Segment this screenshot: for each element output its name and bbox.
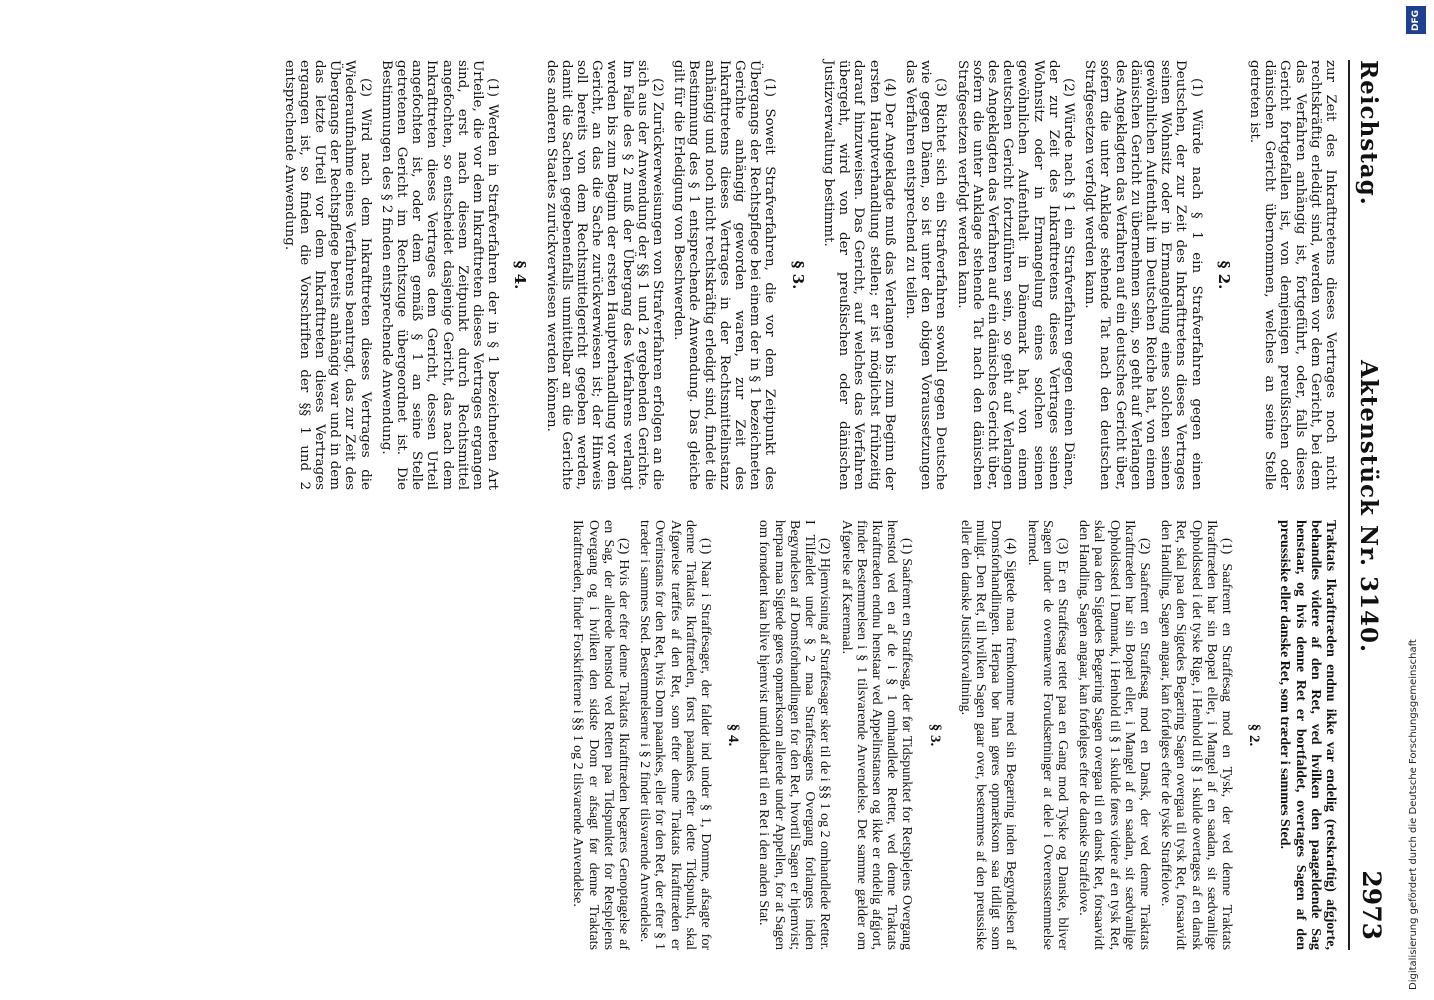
german-section-4-heading: § 4. (511, 260, 530, 290)
german-s2-p3: (3) Richtet sich ein Strafverfahren sowohl gegen Deutsche wie gegen Dänen, so ist unter den obigen Voraussetzungen das Verfahren entsprechend zu teilen. (902, 60, 949, 490)
german-intro: zur Zeit des Inkrafttretens dieses Vertrages noch nicht rechtskräftig erledigt sind, werden vor dem Gericht, bei dem das Verfahren anhängig ist, fortgeführt, oder, falls dieses Gericht fortgefallen ist, von demjenigen preußischen oder dänischen Gericht übernommen, welches an seine Stelle getreten ist. (1246, 60, 1338, 490)
danish-s2-p3: (3) Er en Straffesag rettet paa en Gang mod Tyske og Danske, bliver Sagen under de ovennævnte Forudsætninger at dele i Overensstemmelse hermed. (1024, 520, 1070, 950)
german-s3-p1: (1) Soweit Strafverfahren, die vor dem Zeitpunkt des Übergangs der Rechtspflege bei einem der in § 1 bezeichneten Gerichte anhängig geworden waren, zur Zeit des Inkrafttretens dieses Vertrages in der Rechtsmittelinstanz anhängig und noch nicht rechtskräftig erledigt sind, findet die Bestimmung des § 1 entsprechende Anwendung. Das gleiche gilt für die Erledigung von Beschwerden. (671, 60, 778, 490)
german-s4-p1: (1) Werden in Strafverfahren der in § 1 bezeichneten Art Urteile, die vor dem Inkrafttreten dieses Vertrages ergangen sind, erst nach diesem Zeitpunkt durch Rechtsmittel angefochten, so entscheidet dasjenige Gericht, das nach dem Inkrafttreten dieses Vertrages dem Gericht, dessen Urteil angefochten ist, oder dem gemäß § 1 an seine Stelle getretenen Gericht im Rechtszuge übergeordnet ist. Die Bestimmungen des § 2 finden entsprechende Anwendung. (378, 60, 501, 490)
german-section-2-heading: § 2. (1214, 260, 1233, 290)
danish-column (38, 520, 1338, 950)
danish-s4-p1: (1) Naar i Straffesager, der falder ind under § 1, Domme, afsagte for denne Traktats Ikrafttræden, først paaankes efter dette Tidspunkt, skal Afgørelse træffes af den Ret, som efter denne Traktats Ikrafttræden er Overinstans for den Ret, hvis Dom paaankes, eller for den Ret, der efter § 1 træder i sammes Sted. Bestemmelserne i § 2 finder tilsvarende Anvendelse. (637, 520, 714, 950)
digitization-sidebar (1402, 0, 1432, 1000)
german-column (38, 60, 1338, 490)
page-number: 2973 (1357, 870, 1386, 940)
danish-section-4-heading: § 4. (725, 723, 742, 747)
german-s3-p2: (2) Zurückverweisungen von Strafverfahren erfolgen an die sich aus der Anwendung der §§ 1 und 2 ergebenden Gerichte. Im Falle des § 2 muß der Übergang des Verfahrens verlangt werden bis zum Beginn der ersten Hauptverhandlung vor dem Gericht, an das die Sache zurückverwiesen ist; der Hinweis soll bereits von dem Rechtsmittelgericht gegeben werden, damit die Sachen gegebenenfalls unmittelbar an die Gerichte des anderen Staates zurückverwiesen werden können. (543, 60, 666, 490)
danish-s3-p2: (2) Hjemvisning af Straffesager sker til de i §§ 1 og 2 omhandlede Retter. I Tilfældet under § 2 maa Straffesagens Overgang forlanges inden Begyndelsen af Domsforhandlingen for den Ret, hvortil Sagen er hjemvist; herpaa maa Sigtede gøres opmærksom allerede under Appellen, for at Sagen om fornødent kan blive hjemvist umiddelbart til en Ret i den anden Stat. (756, 520, 833, 950)
digitization-credit: Digitalisierung gefördert durch die Deutsche Forschungsgemeinschaft (1408, 639, 1419, 990)
page-header (1346, 60, 1386, 940)
danish-section-3-heading: § 3. (926, 723, 943, 747)
german-s2-p1: (1) Würde nach § 1 ein Strafverfahren gegen einen Deutschen, der zur Zeit des Inkrafttretens dieses Vertrages seinen Wohnsitz oder in Ermangelung eines solchen seinen gewöhnlichen Aufenthalt im Deutschen Reiche hat, von einem dänischen Gericht zu übernehmen sein, so geht auf Verlangen des Angeklagten das Verfahren auf ein deutsches Gericht über, sofern die unter Anklage stehende Tat nach den deutschen Strafgesetzen verfolgt werden kann. (1082, 60, 1204, 490)
danish-s2-p2: (2) Saafremt en Straffesag mod en Dansk, der ved denne Traktats Ikrafttræden har sin Bopæl eller, i Mangel af en saadan, sit sædvanlige Opholdssted i Danmark, i Henhold til § 1 skulde føres videre af en tysk Ret, skal paa den Sigtedes Begæring Sagen overgaa til en dansk Ret, forsaavidt den Handling, Sagen angaar, kan forfølges efter de danske Straffelove. (1076, 520, 1152, 950)
danish-intro: Traktats Ikrafttræden endnu ikke var endelig (retskraftig) afgjorte, behandles videre af den Ret, ved hvilken den paagældende Sag henstaar, og hvis denne Ret er bortfaldet, overtages Sagen af den preussiske eller danske Ret, som træder i sammes Sted. (1277, 520, 1338, 950)
header-rule (1348, 60, 1350, 950)
danish-s2-p1: (1) Saafremt en Straffesag mod en Tysk, der ved denne Traktats Ikrafttræden har sin Bopæl eller, i Mangel af en saadan, sit sædvanlige Opholdssted i det tyske Rige, i Henhold til § 1 skulde overtages af en dansk Ret, skal paa den Sigtedes Begæring Sagen overgaa til tysk Ret, forsaavidt den Handling, Sagen angaar, kan forfølges efter de tyske Straffelove. (1158, 520, 1234, 950)
header-title: Aktenstück Nr. 3140. (1355, 360, 1382, 654)
german-s4-p2: (2) Wird nach dem Inkrafttreten dieses Vertrages die Wiederaufnahme eines Verfahrens beantragt, das zur Zeit des Übergangs der Rechtspflege bereits anhängig war und in dem das letzte Urteil vor dem Inkrafttreten dieses Vertrages ergangen ist, so finden die Vorschriften der §§ 1 und 2 entsprechende Anwendung. (281, 60, 373, 490)
header-left: Reichstag. (1355, 60, 1382, 206)
danish-s2-p4: (4) Sigtede maa fremkomme med sin Begæring inden Begyndelsen af Domsforhandlingen. Herpaa bør han gøres opmærksom saa tidligt som muligt. Den Ret, til hvilken Sagen gaar over, bestemmes af den preussiske eller den danske Justitsforvaltning. (957, 520, 1019, 950)
german-s2-p4: (4) Der Angeklagte muß das Verlangen bis zum Beginn der ersten Hauptverhandlung stellen; er ist möglichst frühzeitig darauf hinzuweisen. Das Gericht, auf welches das Verfahren übergeht, wird von der preußischen oder dänischen Justizverwaltung bestimmt. (820, 60, 897, 490)
german-s2-p2: (2) Würde nach § 1 ein Strafverfahren gegen einen Dänen, der zur Zeit des Inkrafttretens dieses Vertrages seinen Wohnsitz oder in Ermangelung eines solchen seinen gewöhnlichen Aufenthalt in Dänemark hat, von einem deutschen Gericht fortzuführen sein, so geht auf Verlangen des Angeklagten das Verfahren auf ein dänisches Gericht über, sofern die unter Anklage stehende Tat nach den dänischen Strafgesetzen verfolgt werden kann. (954, 60, 1076, 490)
german-section-3-heading: § 3. (788, 260, 807, 290)
danish-s4-p2: (2) Hvis der efter denne Traktats Ikrafttræden begæres Genoptagelse af en Sag, der allerede henstod ved Retten paa Tidspunktet for Retsplejens Overgang og i hvilken den sidste Dom er afsagt før denne Traktats Ikrafttræden, finder Forskrifterne i §§ 1 og 2 tilsvarende Anvendelse. (570, 520, 632, 950)
danish-s3-p1: (1) Saafremt en Straffesag, der før Tidspunktet for Retsplejens Overgang henstod ved en af de i § 1 omhandlede Retter, ved denne Traktats Ikrafttræden endnu henstaar ved Appelinstansen og ikke er endelig afgjort, finder Bestemmelsen i § 1 tilsvarende Anvendelse. Det samme gælder om Afgørelse af Kæremaal. (838, 520, 915, 950)
dfg-logo: DFG (1406, 6, 1426, 34)
danish-section-2-heading: § 2. (1246, 723, 1263, 747)
